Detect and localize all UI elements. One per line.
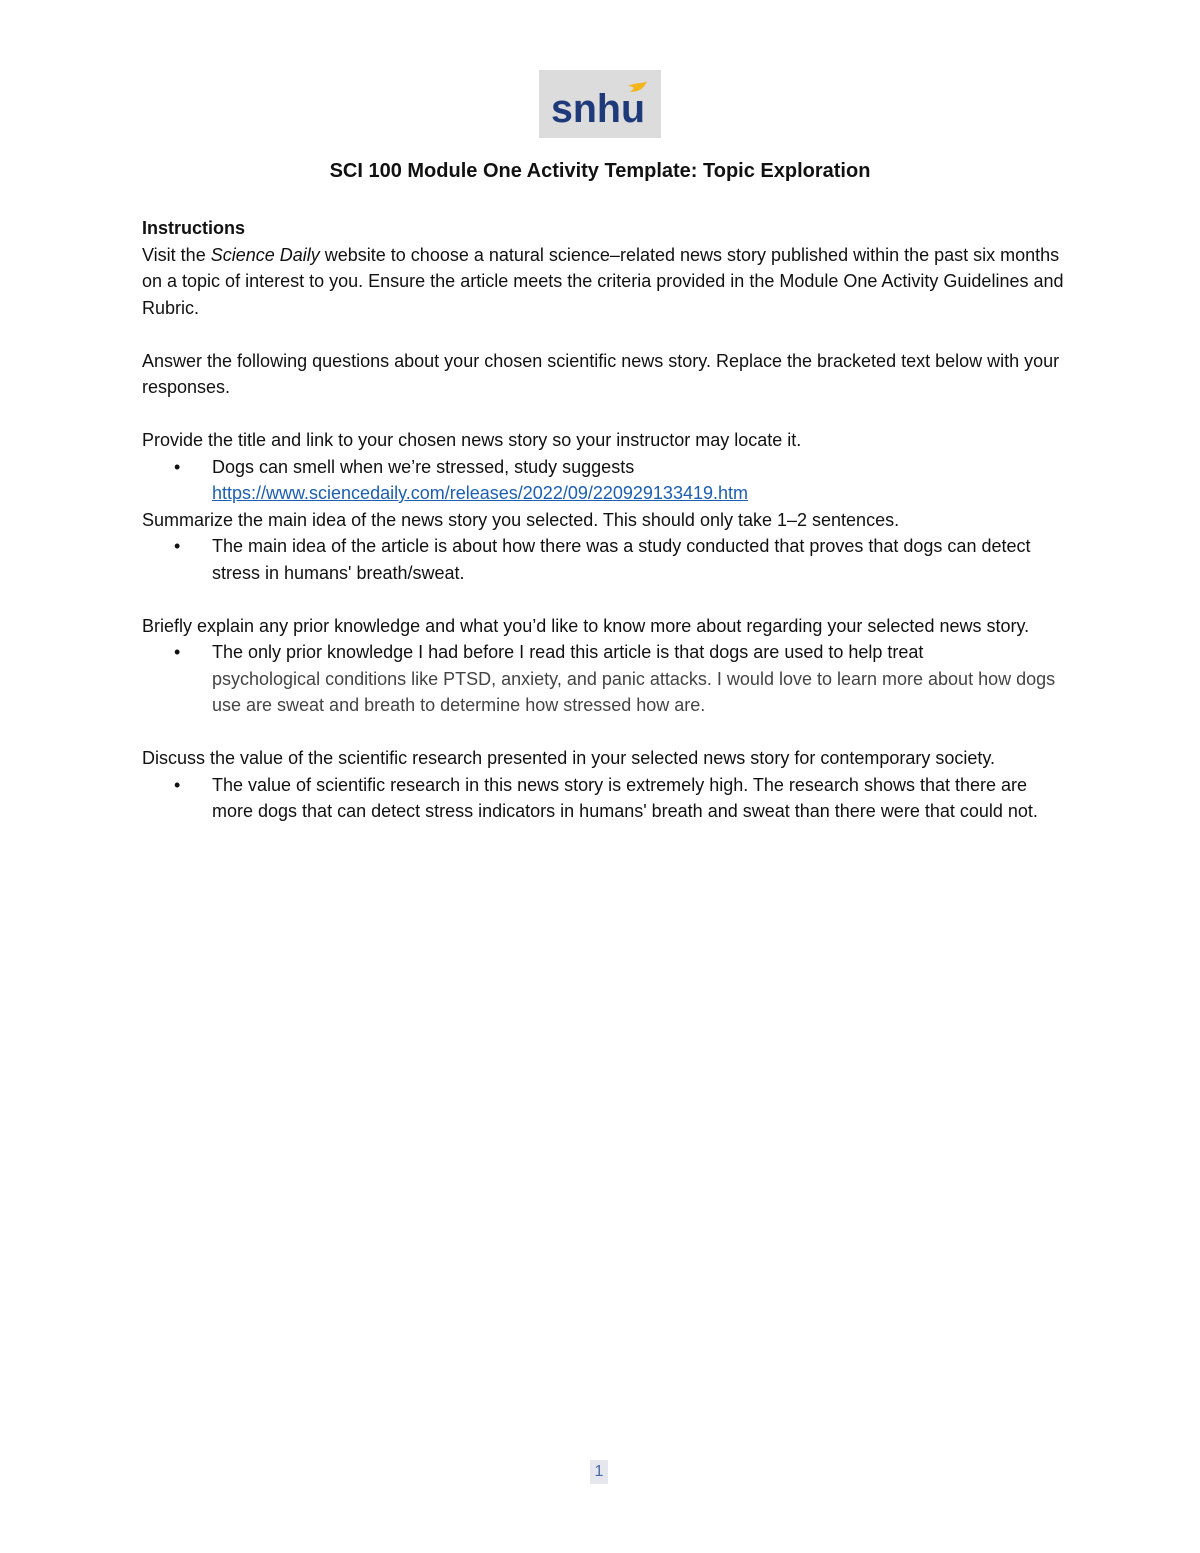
article-title: Dogs can smell when we’re stressed, study suggests [212, 456, 635, 477]
instructions-paragraph [142, 242, 1072, 322]
answer-instructions: Answer the following questions about your chosen scientific news story. Replace the bracketed text below with your responses. [142, 350, 1060, 397]
snhu-logo-graphic [550, 80, 650, 128]
answer-2-list [142, 533, 1072, 586]
page-title: SCI 100 Module One Activity Template: Topic Exploration [329, 160, 871, 182]
instructions-heading: Instructions [142, 218, 246, 238]
answer-3-text-part1: The only prior knowledge I had before I read this article is that dogs are used to help treat [212, 642, 924, 662]
page-number: 1 [590, 1460, 608, 1484]
list-item [142, 454, 1072, 507]
answer-4-list [142, 772, 1072, 825]
list-item [142, 533, 1072, 586]
answer-3-text-part2: psychological conditions like PTSD, anxiety, and panic attacks. I would love to learn more about how dogs use are sweat and breath to determine how stressed how are. [212, 668, 1056, 715]
science-daily-name: Science Daily [210, 244, 320, 265]
bullet-icon: • [174, 536, 181, 556]
question-3: Briefly explain any prior knowledge and what you’d like to know more about regarding your selected news story. [142, 615, 1030, 636]
instructions-rest: website to choose a natural science–related news story published within the past six months on a topic of interest to you. Ensure the article meets the criteria provided in the Module One Activity Guidelines and Rubric. [142, 244, 1064, 318]
answer-1-list [142, 454, 1072, 507]
question-1: Provide the title and link to your chosen news story so your instructor may locate it. [142, 430, 802, 450]
document-body [142, 215, 1072, 825]
bullet-icon: • [174, 642, 181, 662]
answer-4-text: The value of scientific research in this news story is extremely high. The research shows that there are more dogs that can detect stress indicators in humans' breath and sweat than there were that could not. [212, 774, 1038, 821]
article-link[interactable]: https://www.sciencedaily.com/releases/2022/09/220929133419.htm [212, 483, 748, 503]
bullet-icon: • [174, 774, 181, 795]
bullet-icon: • [174, 456, 181, 477]
instructions-prefix: Visit the [142, 244, 211, 265]
question-4: Discuss the value of the scientific research presented in your selected news story for contemporary society. [142, 748, 996, 768]
answer-2-text: The main idea of the article is about how there was a study conducted that proves that dogs can detect stress in humans' breath/sweat. [212, 536, 1031, 583]
snhu-logo [539, 70, 661, 138]
list-item [142, 772, 1072, 825]
svg-text:snhu: snhu [551, 87, 645, 128]
question-2: Summarize the main idea of the news story you selected. This should only take 1–2 sentences. [142, 509, 900, 530]
list-item [142, 639, 1072, 719]
answer-3-list [142, 639, 1072, 719]
